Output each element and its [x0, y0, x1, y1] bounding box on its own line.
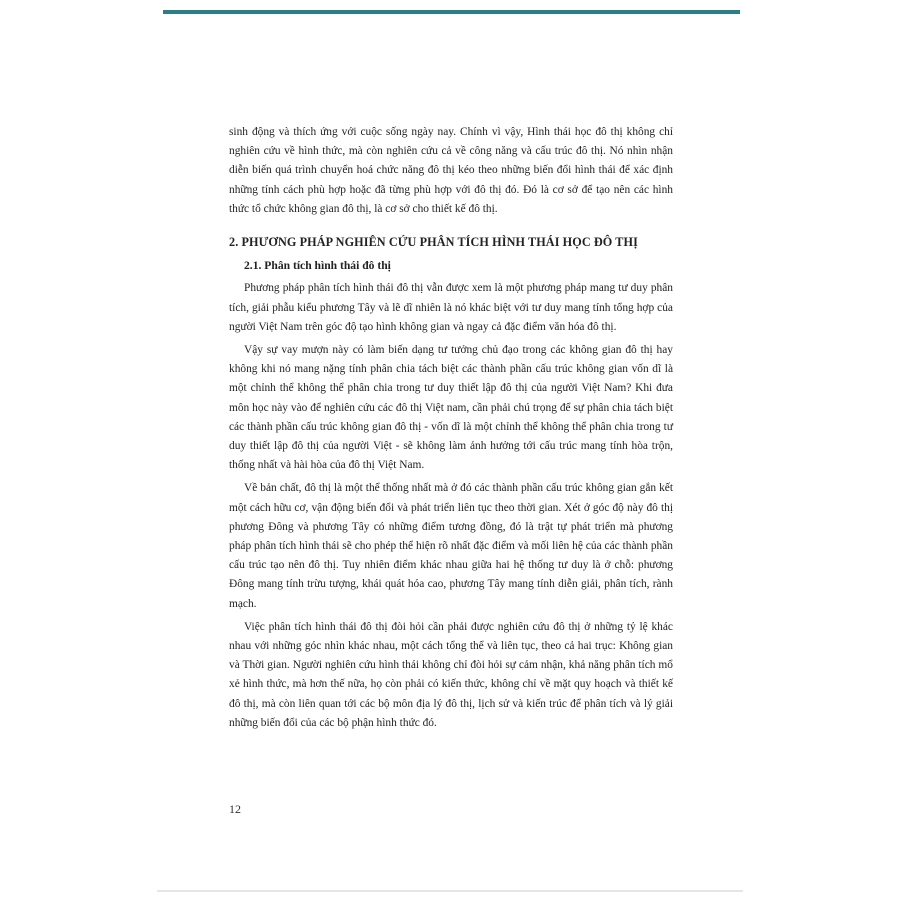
body-paragraph-2: Vậy sự vay mượn này có làm biến dạng tư tưởng chủ đạo trong các không gian đô thị hay không khi nó mang nặng tính phân chia tách biệt các thành phần cấu trúc không gian vốn dĩ là một chỉnh thể không thể phân chia trong tư duy thiết lập đô thị của người Việt Nam? Khi đưa môn học này vào để nghiên cứu các đô thị Việt nam, cần phải chú trọng để sự phân chia tách biệt các thành phần cấu trúc không gian đô thị - vốn dĩ là một chỉnh thể không thể phân chia trong tư duy thiết lập đô thị của người Việt - sẽ không làm ảnh hưởng tới cấu trúc mang tính hòa trộn, thống nhất và hài hòa của đô thị Việt Nam. [229, 344, 673, 472]
page-content [229, 123, 673, 733]
body-paragraph-3: Về bản chất, đô thị là một thể thống nhất mà ở đó các thành phần cấu trúc không gian gắn kết một cách hữu cơ, vận động biến đổi và phát triển liên tục theo thời gian. Xét ở góc độ này đô thị phương Đông và phương Tây có những điểm tương đồng, đó là trật tự phát triển mà phương pháp phân tích hình thái sẽ cho phép thể hiện rõ nhất đặc điểm và mối liên hệ của các thành phần cấu trúc tạo nên đô thị. Tuy nhiên điểm khác nhau giữa hai hệ thống tư duy là ở chỗ: phương Đông mang tính trừu tượng, khái quát hóa cao, phương Tây mang tính diễn giải, phân tích, rành mạch. [229, 482, 673, 610]
section-heading: 2. PHƯƠNG PHÁP NGHIÊN CỨU PHÂN TÍCH HÌNH THÁI HỌC ĐÔ THỊ [229, 235, 638, 250]
page-header-bar [163, 10, 740, 14]
subsection-heading: 2.1. Phân tích hình thái đô thị [244, 259, 391, 273]
page-number: 12 [229, 802, 241, 816]
intro-paragraph: sinh động và thích ứng với cuộc sống ngày nay. Chính vì vậy, Hình thái học đô thị không chỉ nghiên cứu về hình thức, mà còn nghiên cứu cả về công năng và cấu trúc đô thị. Nó nhìn nhận diễn biến quá trình chuyển hoá chức năng đô thị kéo theo những biến đổi hình thái để xác định những tính cách phù hợp hoặc đã từng phù hợp với đô thị đó. Đó là cơ sở để tạo nên các hình thức tổ chức không gian đô thị, là cơ sở cho thiết kế đô thị. [229, 126, 673, 215]
body-paragraph-1: Phương pháp phân tích hình thái đô thị vẫn được xem là một phương pháp mang tư duy phân tích, giải phẫu kiểu phương Tây và lẽ dĩ nhiên là nó khác biệt với tư duy mang tính tổng hợp của người Việt Nam trên góc độ tạo hình không gian và ngay cả đặc điểm văn hóa đô thị. [229, 282, 673, 333]
book-page [157, 0, 743, 892]
body-paragraph-4: Việc phân tích hình thái đô thị đòi hỏi cần phải được nghiên cứu đô thị ở những tỷ lệ khác nhau với những góc nhìn khác nhau, một cách tổng thể và liên tục, theo cả hai trục: Không gian và Thời gian. Người nghiên cứu hình thái không chỉ đòi hỏi sự cảm nhận, khả năng phân tích mổ xẻ hình thức, mà hơn thế nữa, họ còn phải có kiến thức, không chỉ về mặt quy hoạch và thiết kế đô thị, mà còn liên quan tới các bộ môn địa lý đô thị, lịch sử và kiến trúc để phân tích và lý giải những biến đổi của các bộ phận hình thức đó. [229, 620, 673, 729]
